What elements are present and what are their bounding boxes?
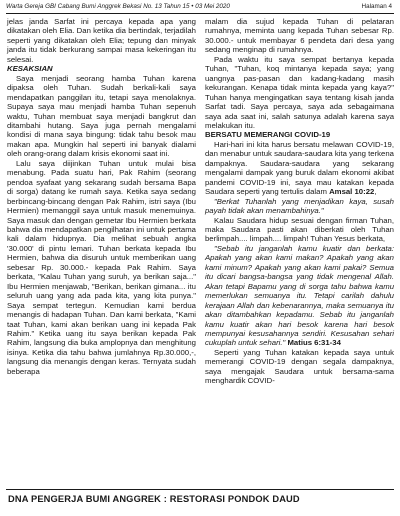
bulletin-info: Warta Gereja GBI Cabang Bumi Anggrek Bekasi No. 13 Tahun 15 • 03 Mei 2020 bbox=[6, 3, 230, 10]
left-paragraph-3: Lalu saya diijinkan Tuhan untuk mulai bisa menabung. Pada suatu hari, Pak Rahim (seorang pendoa syafaat yang sekarang sudah bersama Bapa di sorga) datang ke rumah saya. Ketika saya sedang berbincang-bincang dengan Pak Rahim, istri saya (Ibu Hermien) memanggil saya untuk masuk menemuinya. Saya masuk dan dengan gemetar Ibu Hermien berkata bahwa dia mendapatkan pengilhatan ini untuk pertama kali dalam hidupnya. Dia melihat sebuah angka '30.000' di pintu lemari. Tuhan berkata kepada Ibu Hermien, bahwa dia disuruh untuk memberikan uang sebesar Rp. 30.000.- kepada Pak Rahim. Saya berkata, "Kalau Tuhan yang suruh, ya berikan saja..." Ibu Hermien menjawab, "Berikan, berikan gimana... itu seluruh uang yang ada pada kita, yang kita punya." Saya sempat tertegun. Kemudian kami berdua menangis di hadapan Tuhan. Dan kami berkata, "Kami taat Tuhan, kami akan berikan uang ini kepada Pak Rahim." Ketika uang itu saya berikan kepada Pak Rahim, langsung dia buka amplopnya dan menghitung isinya. Ketika dia tahu bahwa jumlahnya Rp.30.000,-, langsung dia menangis dengan keras. Ternyata sudah beberapa bbox=[7, 158, 196, 376]
page-header bbox=[6, 0, 394, 13]
footer-rule bbox=[6, 489, 394, 490]
scripture-quote-amsal: "Berkat Tuhanlah yang menjadikan kaya, susah payah tidak akan menambahinya." bbox=[205, 196, 394, 216]
page-number: Halaman 4 bbox=[361, 3, 392, 10]
section-heading-kesaksian: KESAKSIAN bbox=[7, 64, 53, 74]
left-paragraph-2: Saya menjadi seorang hamba Tuhan karena dipaksa oleh Tuhan. Sudah berkali-kali saya mendapatkan panggilan itu, tetapi saya menolaknya. Supaya saya mau menjadi hamba Tuhan sepenuh waktu, Tuhan membuat saya menjadi bangkrut dan ditambahi hutang. Saya juga pernah mengalami kondisi di mana saya bingung: tidak tahu besok mau makan apa. Mungkin hal seperti ini banyak dialami oleh orang-orang dalam krisis ekonomi saat ini. bbox=[7, 73, 196, 159]
left-paragraph-1: jelas janda Sarfat ini percaya kepada apa yang dikatakan oleh Elia. Dan ketika dia bertindak, terjadilah seperti yang dikatakan oleh Elia; tepung dan minyak janda itu tidak berkurang sampai masa kekeringan itu selesai. bbox=[7, 17, 196, 64]
right-paragraph-4: Kalau Saudara hidup sesuai dengan firman Tuhan, maka Saudara pasti akan diberkati oleh Tuhan berlimpah.... limpah.... limpah! Tuhan Yesus berkata, bbox=[205, 215, 394, 244]
page-footer: DNA PENGERJA BUMI ANGGREK : RESTORASI PONDOK DAUD bbox=[8, 494, 300, 504]
scripture-ref-matius: Matius 6:31-34 bbox=[287, 338, 341, 348]
left-column bbox=[7, 17, 196, 376]
quote-text: "Sebab itu janganlah kamu kuatir dan berkata: Apakah yang akan kami makan? Apakah yang akan kami minum? Apakah yang akan kami pakai? Semua itu dicari bangsa-bangsa yang tidak mengenal Allah. Akan tetapi Bapamu yang di sorga tahu bahwa kamu memerlukan semuanya itu. Tetapi carilah dahulu kerajaan Allah dan kebenarannya, maka semuanya itu akan ditambahkan kepadamu. Sebab itu janganlah kamu kuatir akan hari besok karena hari besok mempunyai kesusahannya sendiri. Kesusahan sehari cukuplah untuk sehari." bbox=[205, 243, 394, 348]
scripture-ref-amsal: Amsal 10:22 bbox=[329, 187, 375, 197]
right-paragraph-1: malam dia sujud kepada Tuhan di pelataran rumahnya, meminta uang kepada Tuhan sebesar Rp. 30.000.- untuk membayar 6 pendeta dari desa yang sedang menginap di rumahnya. bbox=[205, 17, 394, 55]
right-paragraph-2: Pada waktu itu saya sempat bertanya kepada Tuhan, "Tuhan, koq mintanya kepada saya; yang uangnya pas-pasan dan kadang-kadang masih kekurangan. Kenapa tidak minta kepada yang kaya?" Tuhan hanya mengingatkan saya tentang kisah janda Sarfat tadi. Saya percaya, saya ada sebagaimana saya ada saat ini, salah satunya adalah karena saya melakukan itu. bbox=[205, 54, 394, 130]
scripture-quote-matius bbox=[205, 244, 394, 348]
right-paragraph-3 bbox=[205, 140, 394, 197]
section-heading-covid: BERSATU MEMERANGI COVID-19 bbox=[205, 130, 331, 140]
paragraph-text: Hari-hari ini kita harus bersatu melawan COVID-19, dan menabur untuk saudara-saudara kita yang terkena dampaknya. Saudara-saudara yang sekarang mengalami dampak yang buruk dalam ekonomi akibat pandemi COVID-19 ini, saya mau katakan kepada Saudara seperti yang tertulis dalam bbox=[205, 139, 394, 197]
right-paragraph-5: Seperti yang Tuhan katakan kepada saya untuk memerangi COVID-19 dengan segala dampaknya, saya mengajak Saudara untuk bersama-sama menghardik COVID- bbox=[205, 347, 394, 386]
punctuation: , bbox=[374, 187, 377, 197]
header-rule bbox=[6, 13, 394, 14]
right-column bbox=[205, 17, 394, 386]
